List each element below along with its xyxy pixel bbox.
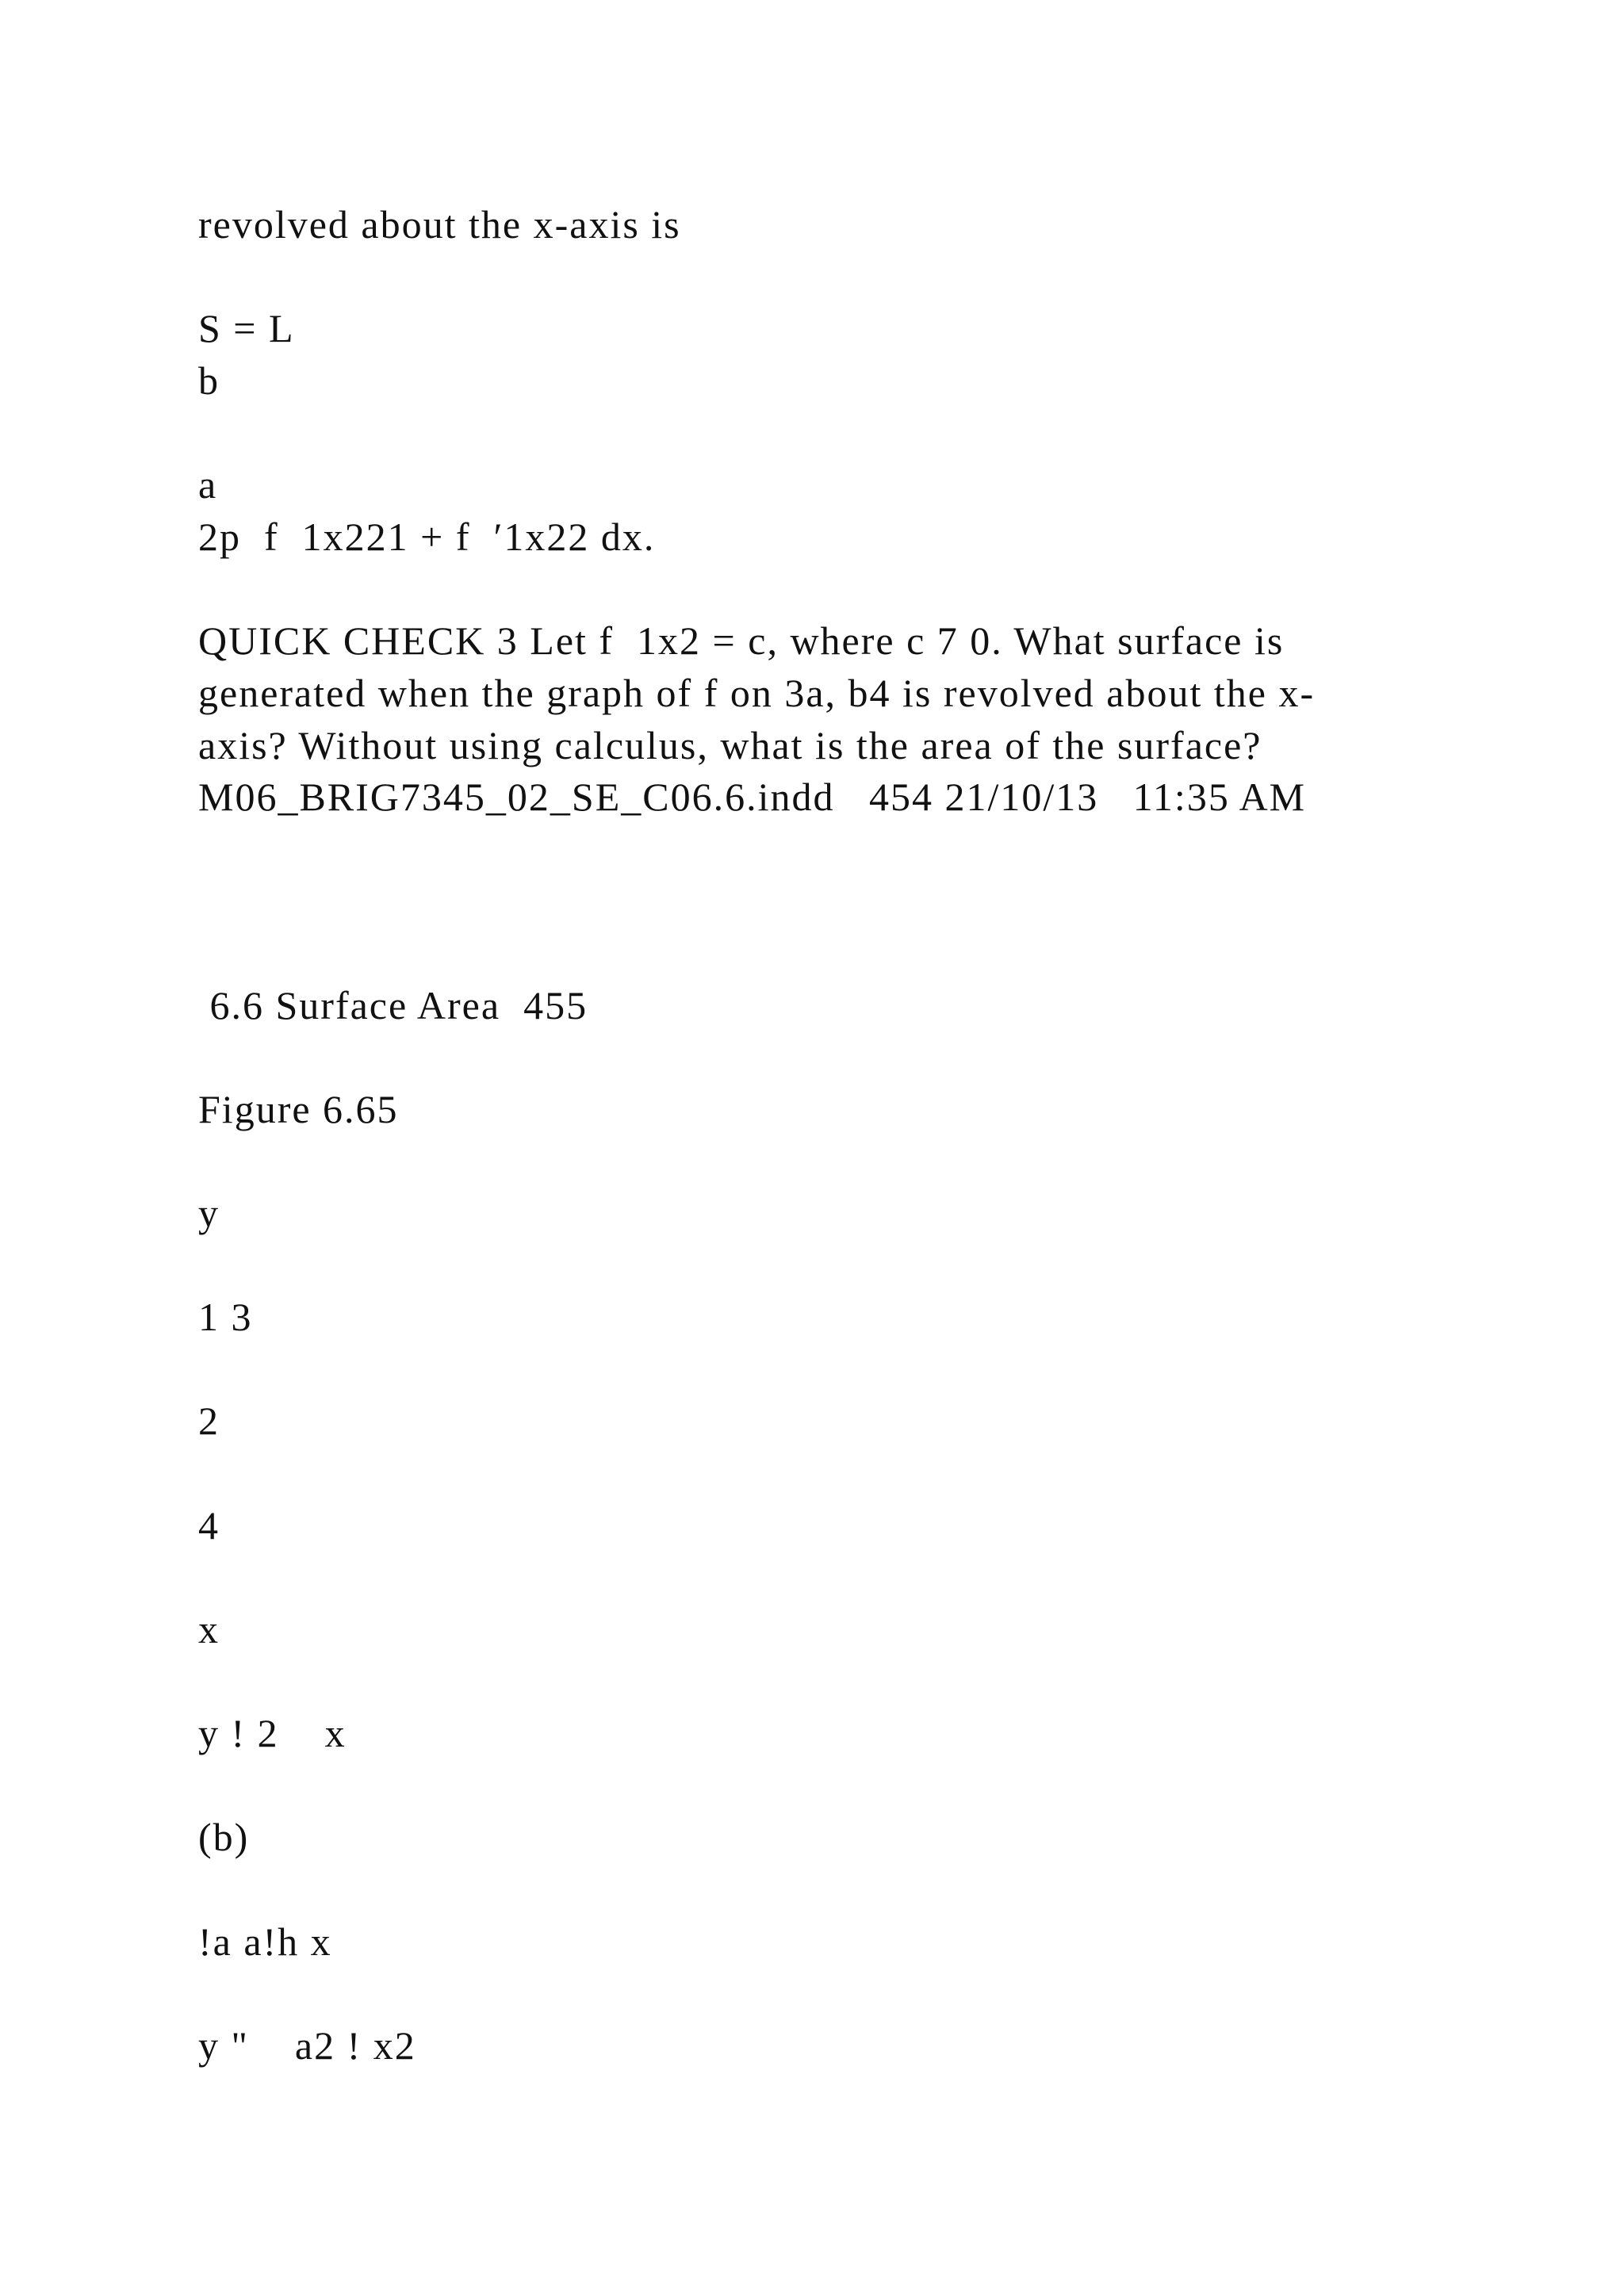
text-line-quick-check-2: generated when the graph of f on 3a, b4 is revolved about the x- [198, 671, 1316, 715]
section-header: 6.6 Surface Area 455 [198, 983, 588, 1027]
figure-caption: Figure 6.65 [198, 1087, 399, 1131]
text-line-function-1: y ! 2 x [198, 1711, 347, 1755]
text-line-tick-1-3: 1 3 [198, 1295, 253, 1339]
text-line-part-b: (b) [198, 1815, 250, 1859]
text-line-y-label: y [198, 1191, 220, 1235]
text-line-quick-check-3: axis? Without using calculus, what is the area of the surface? [198, 723, 1262, 767]
text-line-x-label: x [198, 1607, 220, 1651]
text-line-axis-ticks: !a a!h x [198, 1919, 332, 1964]
text-line-tick-4: 4 [198, 1503, 220, 1548]
text-line-function-2: y " a2 ! x2 [198, 2023, 416, 2068]
text-line-file-info: M06_BRIG7345_02_SE_C06.6.indd 454 21/10/13 11:35 AM [198, 775, 1307, 819]
text-line-tick-2: 2 [198, 1399, 220, 1443]
text-line-upper-limit: b [198, 358, 220, 403]
text-line-revolved: revolved about the x-axis is [198, 202, 681, 247]
text-line-quick-check: QUICK CHECK 3 Let f 1x2 = c, where c 7 0. What surface is [198, 618, 1285, 663]
text-line-integrand: 2p f 1x221 + f ′1x22 dx. [198, 515, 656, 559]
text-line-lower-limit: a [198, 462, 218, 507]
text-line-equation-s: S = L [198, 306, 295, 350]
